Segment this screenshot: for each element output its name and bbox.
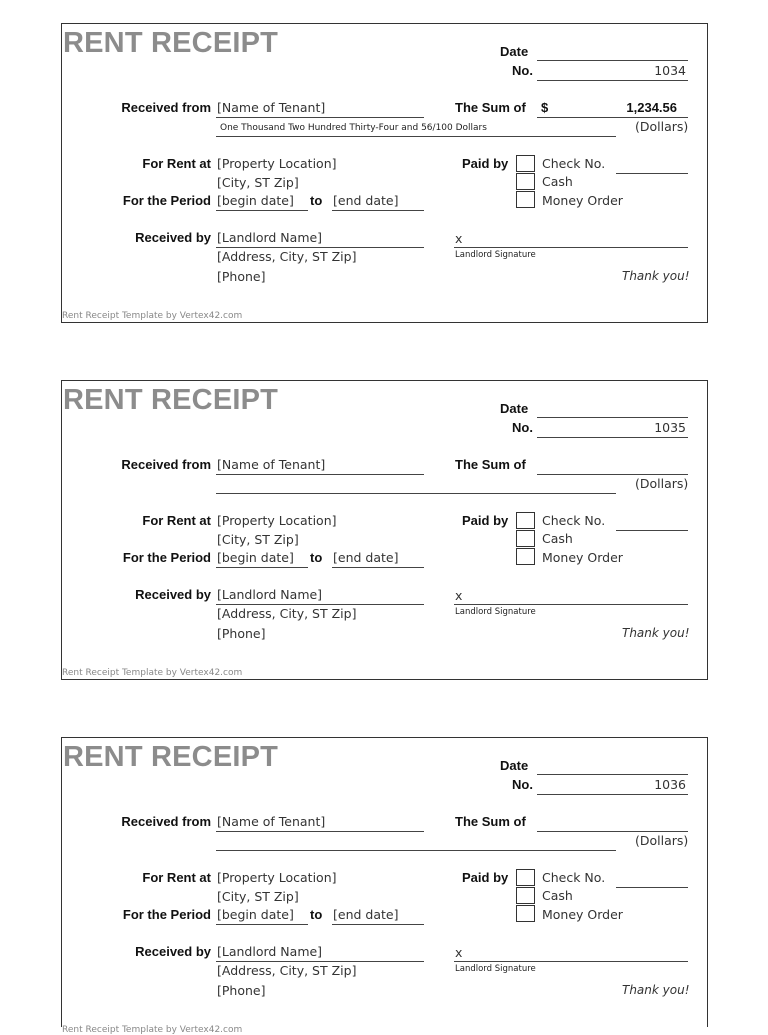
signature-x-mark: x (455, 231, 463, 246)
landlord-name-underline (216, 247, 424, 248)
for-the-period-label: For the Period (122, 550, 211, 565)
amount-underline (537, 117, 688, 118)
thank-you-text: Thank you! (622, 269, 690, 283)
property-city-field[interactable]: [City, ST Zip] (217, 532, 299, 547)
property-location-field[interactable]: [Property Location] (217, 870, 337, 885)
receipt-title: RENT RECEIPT (63, 27, 279, 59)
check-checkbox[interactable] (516, 155, 535, 172)
cash-label: Cash (542, 174, 573, 189)
currency-symbol: $ (541, 100, 549, 115)
for-the-period-label: For the Period (122, 193, 211, 208)
property-location-field[interactable]: [Property Location] (217, 156, 337, 171)
receipt-title: RENT RECEIPT (63, 384, 279, 416)
receipt-number-underline (537, 80, 688, 81)
landlord-address-field[interactable]: [Address, City, ST Zip] (217, 963, 357, 978)
end-date-underline (332, 210, 424, 211)
end-date-underline (332, 567, 424, 568)
date-label: Date (500, 44, 529, 59)
cash-label: Cash (542, 531, 573, 546)
amount-words-underline (216, 493, 616, 494)
sum-of-label: The Sum of (455, 100, 526, 115)
amount-underline (537, 831, 688, 832)
amount-words-underline (216, 136, 616, 137)
sum-of-label: The Sum of (455, 457, 526, 472)
dollars-label: (Dollars) (635, 833, 689, 848)
tenant-name-underline (216, 831, 424, 832)
receipt-number-underline (537, 794, 688, 795)
end-date-underline (332, 924, 424, 925)
for-the-period-label: For the Period (122, 907, 211, 922)
amount-words-underline (216, 850, 616, 851)
receipt-number-label: No. (512, 777, 533, 792)
cash-checkbox[interactable] (516, 173, 535, 190)
signature-x-mark: x (455, 588, 463, 603)
tenant-name-field[interactable]: [Name of Tenant] (217, 100, 326, 115)
received-by-label: Received by (135, 944, 211, 959)
begin-date-underline (216, 210, 308, 211)
date-field[interactable] (537, 774, 688, 775)
cash-checkbox[interactable] (516, 887, 535, 904)
signature-line[interactable] (454, 247, 688, 248)
landlord-phone-field[interactable]: [Phone] (217, 269, 266, 284)
begin-date-underline (216, 924, 308, 925)
tenant-name-underline (216, 117, 424, 118)
received-from-label: Received from (121, 814, 211, 829)
amount-value[interactable]: 1,234.56 (626, 100, 677, 115)
check-checkbox[interactable] (516, 869, 535, 886)
check-number-field[interactable] (616, 173, 688, 174)
signature-line[interactable] (454, 604, 688, 605)
amount-in-words[interactable]: One Thousand Two Hundred Thirty-Four and 56/100 Dollars (220, 123, 487, 133)
received-from-label: Received from (121, 100, 211, 115)
landlord-address-field[interactable]: [Address, City, ST Zip] (217, 606, 357, 621)
paid-by-label: Paid by (462, 156, 509, 171)
to-label: to (310, 193, 323, 208)
money-order-checkbox[interactable] (516, 548, 535, 565)
landlord-address-field[interactable]: [Address, City, ST Zip] (217, 249, 357, 264)
receipt-number-label: No. (512, 63, 533, 78)
amount-underline (537, 474, 688, 475)
money-order-checkbox[interactable] (516, 905, 535, 922)
paid-by-label: Paid by (462, 870, 509, 885)
end-date-field[interactable]: [end date] (333, 907, 399, 922)
begin-date-underline (216, 567, 308, 568)
date-label: Date (500, 401, 529, 416)
landlord-phone-field[interactable]: [Phone] (217, 983, 266, 998)
landlord-name-field[interactable]: [Landlord Name] (217, 587, 323, 602)
paid-by-label: Paid by (462, 513, 509, 528)
money-order-label: Money Order (542, 193, 623, 208)
check-no-label: Check No. (542, 513, 606, 528)
landlord-name-underline (216, 961, 424, 962)
signature-line[interactable] (454, 961, 688, 962)
for-rent-at-label: For Rent at (142, 513, 211, 528)
template-credit: Rent Receipt Template by Vertex42.com (62, 668, 243, 678)
begin-date-field[interactable]: [begin date] (217, 193, 294, 208)
sum-of-label: The Sum of (455, 814, 526, 829)
received-by-label: Received by (135, 230, 211, 245)
for-rent-at-label: For Rent at (142, 156, 211, 171)
landlord-signature-label: Landlord Signature (455, 964, 536, 974)
rent-receipt-2 (61, 380, 708, 680)
landlord-name-field[interactable]: [Landlord Name] (217, 944, 323, 959)
check-no-label: Check No. (542, 156, 606, 171)
to-label: to (310, 907, 323, 922)
tenant-name-field[interactable]: [Name of Tenant] (217, 814, 326, 829)
rent-receipt-1 (61, 23, 708, 323)
end-date-field[interactable]: [end date] (333, 550, 399, 565)
check-number-field[interactable] (616, 530, 688, 531)
landlord-signature-label: Landlord Signature (455, 607, 536, 617)
received-from-label: Received from (121, 457, 211, 472)
receipt-number-underline (537, 437, 688, 438)
date-field[interactable] (537, 60, 688, 61)
cash-checkbox[interactable] (516, 530, 535, 547)
property-city-field[interactable]: [City, ST Zip] (217, 175, 299, 190)
cash-label: Cash (542, 888, 573, 903)
template-credit: Rent Receipt Template by Vertex42.com (62, 311, 243, 321)
receipt-number[interactable]: 1034 (654, 63, 686, 78)
landlord-name-field[interactable]: [Landlord Name] (217, 230, 323, 245)
begin-date-field[interactable]: [begin date] (217, 550, 294, 565)
for-rent-at-label: For Rent at (142, 870, 211, 885)
receipt-title: RENT RECEIPT (63, 741, 279, 773)
end-date-field[interactable]: [end date] (333, 193, 399, 208)
rent-receipt-3 (61, 737, 708, 1035)
template-credit: Rent Receipt Template by Vertex42.com (62, 1025, 243, 1035)
tenant-name-underline (216, 474, 424, 475)
to-label: to (310, 550, 323, 565)
date-label: Date (500, 758, 529, 773)
dollars-label: (Dollars) (635, 119, 689, 134)
check-checkbox[interactable] (516, 512, 535, 529)
money-order-label: Money Order (542, 550, 623, 565)
receipt-number-label: No. (512, 420, 533, 435)
dollars-label: (Dollars) (635, 476, 689, 491)
landlord-signature-label: Landlord Signature (455, 250, 536, 260)
signature-x-mark: x (455, 945, 463, 960)
thank-you-text: Thank you! (622, 983, 690, 997)
thank-you-text: Thank you! (622, 626, 690, 640)
check-no-label: Check No. (542, 870, 606, 885)
property-city-field[interactable]: [City, ST Zip] (217, 889, 299, 904)
tenant-name-field[interactable]: [Name of Tenant] (217, 457, 326, 472)
check-number-field[interactable] (616, 887, 688, 888)
received-by-label: Received by (135, 587, 211, 602)
landlord-name-underline (216, 604, 424, 605)
receipt-number[interactable]: 1036 (654, 777, 686, 792)
money-order-checkbox[interactable] (516, 191, 535, 208)
date-field[interactable] (537, 417, 688, 418)
property-location-field[interactable]: [Property Location] (217, 513, 337, 528)
landlord-phone-field[interactable]: [Phone] (217, 626, 266, 641)
money-order-label: Money Order (542, 907, 623, 922)
begin-date-field[interactable]: [begin date] (217, 907, 294, 922)
receipt-number[interactable]: 1035 (654, 420, 686, 435)
